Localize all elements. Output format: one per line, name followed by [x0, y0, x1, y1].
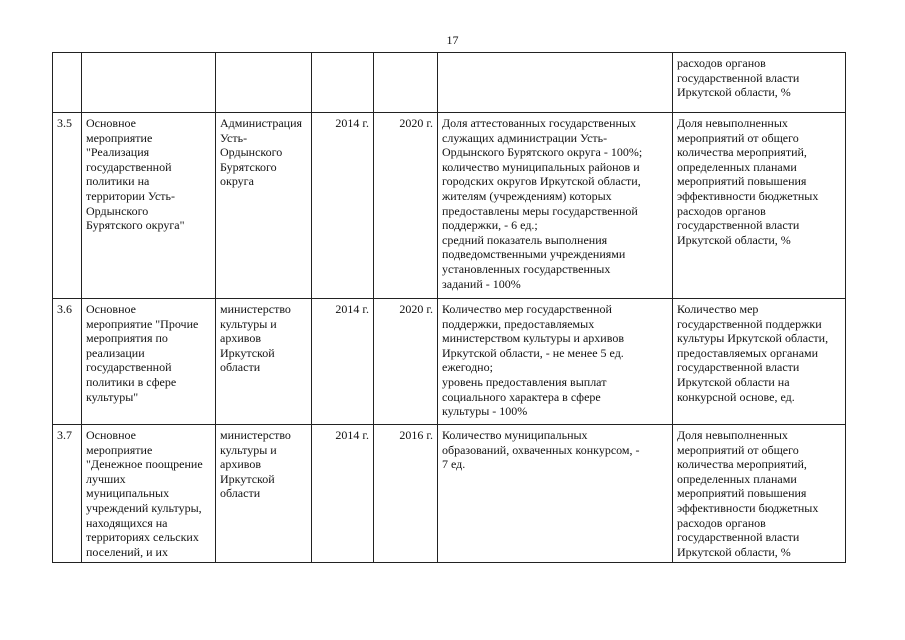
- cell-target-indicator: расходов органов государственной власти Иркутской области, %: [673, 53, 846, 113]
- cell-end-year: 2016 г.: [374, 425, 438, 563]
- cell-activity-name: Основное мероприятие "Реализация государственной политики на территории Усть- Ордынского Бурятского округа": [82, 113, 216, 299]
- cell-executor: Администрация Усть- Ордынского Бурятского округа: [216, 113, 312, 299]
- cell-number: [53, 53, 82, 113]
- program-activities-table: [52, 52, 846, 563]
- page-number: 17: [446, 33, 459, 47]
- cell-number: 3.7: [53, 425, 82, 563]
- cell-end-year: 2020 г.: [374, 299, 438, 425]
- table-row: [53, 113, 846, 299]
- cell-indicators: Количество муниципальных образований, охваченных конкурсом, - 7 ед.: [438, 425, 673, 563]
- cell-activity-name: Основное мероприятие "Прочие мероприятия по реализации государственной политики в сфере культуры": [82, 299, 216, 425]
- cell-indicators: [438, 53, 673, 113]
- cell-target-indicator: Количество мер государственной поддержки культуры Иркутской области, предоставляемых органами государственной власти Иркутской области на конкурсной основе, ед.: [673, 299, 846, 425]
- cell-indicators: Количество мер государственной поддержки, предоставляемых министерством культуры и архивов Иркутской области, - не менее 5 ед. ежегодно; уровень предоставления выплат социального характера в сфере культуры - 100%: [438, 299, 673, 425]
- cell-end-year: 2020 г.: [374, 113, 438, 299]
- cell-start-year: 2014 г.: [312, 425, 374, 563]
- cell-indicators: Доля аттестованных государственных служащих администрации Усть- Ордынского Бурятского округа - 100%; количество муниципальных районов и городских округов Иркутской области, жителям (учреждениям) которых предоставлены меры государственной поддержки, - 6 ед.; средний показатель выполнения подведомственными учреждениями установленных государственных заданий - 100%: [438, 113, 673, 299]
- cell-start-year: 2014 г.: [312, 299, 374, 425]
- cell-number: 3.6: [53, 299, 82, 425]
- table-row: [53, 425, 846, 563]
- cell-executor: [216, 53, 312, 113]
- cell-start-year: 2014 г.: [312, 113, 374, 299]
- cell-target-indicator: Доля невыполненных мероприятий от общего количества мероприятий, определенных планами мероприятий повышения эффективности бюджетных расходов органов государственной власти Иркутской области, %: [673, 425, 846, 563]
- table-row: [53, 53, 846, 113]
- cell-activity-name: Основное мероприятие "Денежное поощрение лучших муниципальных учреждений культуры, находящихся на территориях сельских поселений, и их: [82, 425, 216, 563]
- cell-executor: министерство культуры и архивов Иркутской области: [216, 299, 312, 425]
- cell-activity-name: [82, 53, 216, 113]
- cell-executor: министерство культуры и архивов Иркутской области: [216, 425, 312, 563]
- cell-target-indicator: Доля невыполненных мероприятий от общего количества мероприятий, определенных планами мероприятий повышения эффективности бюджетных расходов органов государственной власти Иркутской области, %: [673, 113, 846, 299]
- cell-start-year: [312, 53, 374, 113]
- cell-number: 3.5: [53, 113, 82, 299]
- table-row: [53, 299, 846, 425]
- cell-end-year: [374, 53, 438, 113]
